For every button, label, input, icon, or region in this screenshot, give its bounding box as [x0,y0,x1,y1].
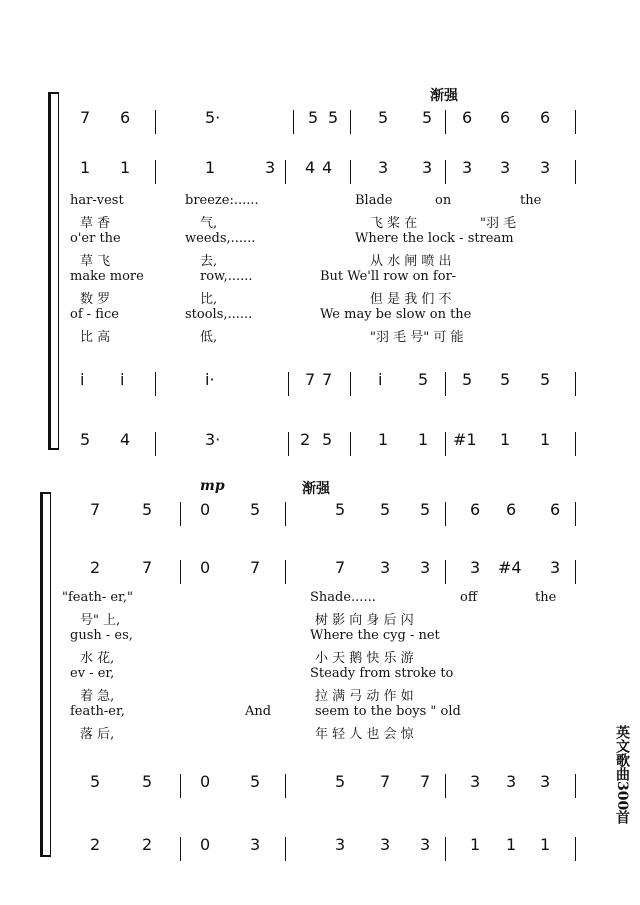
lyric-line: o'er the weeds,...... Where the lock - stream [70,231,514,246]
lyric-line: feath-er, And seem to the boys " old [70,704,461,719]
system-line-2 [50,492,51,857]
staff-row-1: 7 6 5· 5 5 5 5 6 6 6 [60,108,600,138]
staff-row-3: i i i· 7 7 i 5 5 5 5 [60,370,600,400]
staff-row-7: 5 5 0 5 5 7 7 3 3 3 [60,772,600,802]
lyric-line: har-vest breeze:...... Blade on the [70,193,542,208]
lyric-line: of - fice stools,...... We may be slow on the [70,307,472,322]
staff-row-6: 2 7 0 7 7 3 3 3 #4 3 [60,558,600,588]
lyric-line: ev - er, Steady from stroke to [70,666,454,681]
lyric-line: 落 后, 年 轻 人 也 会 惊 [80,727,414,742]
dynamic-mark: mp [200,478,225,494]
lyric-line: 着 急, 拉 满 弓 动 作 如 [80,689,414,704]
staff-row-8: 2 2 0 3 3 3 3 1 1 1 [60,835,600,865]
staff-row-5: 7 5 0 5 5 5 5 6 6 6 [60,500,600,530]
lyric-line: 数 罗 比, 但 是 我 们 不 [80,292,452,307]
system-bracket [48,92,51,450]
book-title-side: 英文歌曲300首 [614,725,630,825]
crescendo-label-2: 渐强 [302,481,330,497]
lyric-line: "feath- er," Shade...... off the [62,590,557,605]
staff-row-4: 5 4 3· 2 5 1 1 #1 1 1 [60,430,600,460]
system-line [58,92,59,450]
lyric-line: 草 飞 去, 从 水 闸 喷 出 [80,254,452,269]
lyric-line: 水 花, 小 天 鹅 快 乐 游 [80,651,414,666]
lyric-line: 比 高 低, "羽 毛 号" 可 能 [80,330,464,345]
staff-row-2: 1 1 1 3 4 4 3 3 3 3 3 [60,158,600,188]
system-bracket-2 [40,492,43,857]
lyric-line: 号" 上, 树 影 向 身 后 闪 [80,613,414,628]
lyric-line: 草 香 气, 飞 桨 在 "羽 毛 [80,216,517,231]
crescendo-label: 渐强 [430,88,458,104]
lyric-line: gush - es, Where the cyg - net [70,628,440,643]
lyric-line: make more row,...... But We'll row on for- [70,269,457,284]
